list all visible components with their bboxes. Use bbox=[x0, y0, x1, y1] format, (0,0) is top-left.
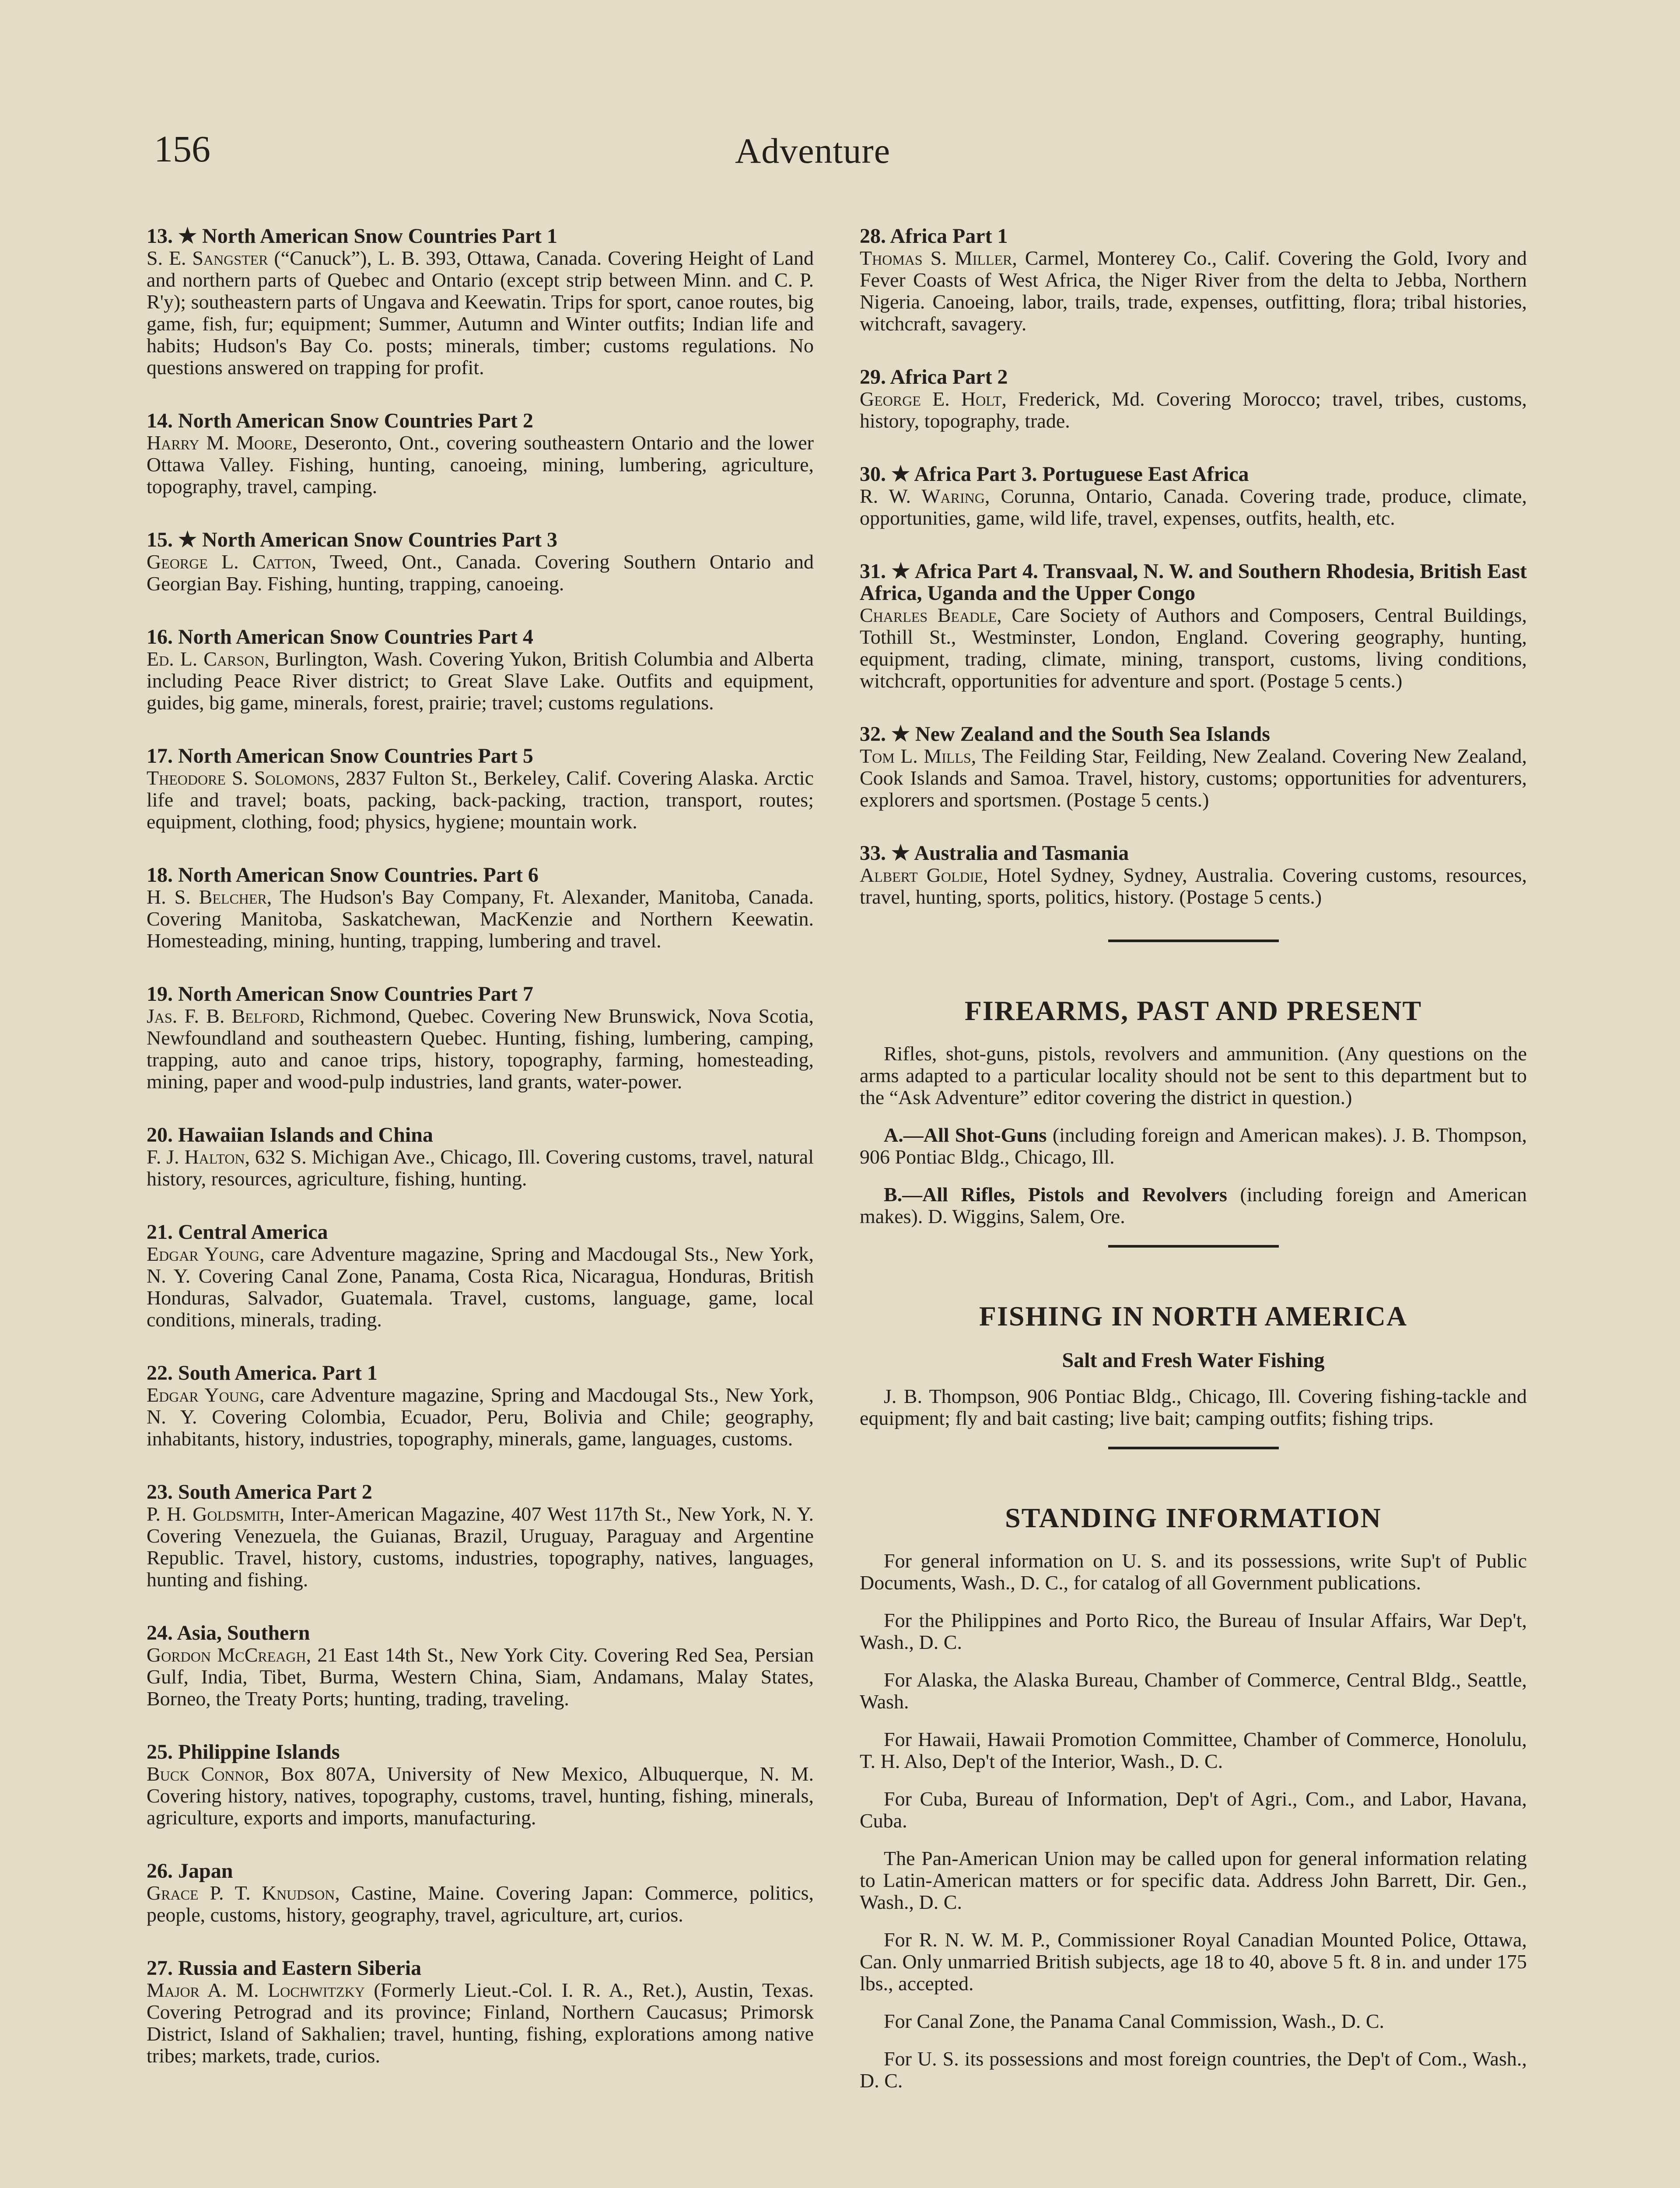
entry-body: , care Adventure magazine, Spring and Macdougal Sts., New York, N. Y. Covering Canal Zone, Panama, Costa Rica, Nicaragua, Honduras, British Honduras, Salvador, Guatemala. Travel, customs, language, game, local conditions, minerals, trading. bbox=[147, 1243, 814, 1331]
entry-title: 16. North American Snow Countries Part 4 bbox=[147, 625, 533, 649]
list-item bbox=[147, 864, 814, 952]
entry-name: Tom L. Mills bbox=[860, 745, 971, 767]
firearms-item bbox=[860, 1124, 1527, 1168]
list-item bbox=[147, 1221, 814, 1331]
entry-name: F. J. Halton bbox=[147, 1146, 245, 1168]
section-divider bbox=[1108, 1447, 1279, 1449]
list-item bbox=[147, 1124, 814, 1190]
entry-title: 24. Asia, Southern bbox=[147, 1621, 310, 1645]
list-item bbox=[147, 225, 814, 379]
list-item bbox=[147, 1860, 814, 1926]
standing-paragraph: For Cuba, Bureau of Information, Dep't of Agri., Com., and Labor, Havana, Cuba. bbox=[860, 1788, 1527, 1832]
entry-name: Gordon McCreagh bbox=[147, 1644, 306, 1666]
standing-paragraph: For U. S. its possessions and most foreign countries, the Dep't of Com., Wash., D. C. bbox=[860, 2048, 1527, 2092]
entry-name: R. W. Waring bbox=[860, 485, 985, 507]
entry-title: 29. Africa Part 2 bbox=[860, 365, 1008, 389]
entry-body: , Box 807A, University of New Mexico, Albuquerque, N. M. Covering history, natives, topography, customs, travel, hunting, fishing, minerals, agriculture, exports and imports, manufacturing. bbox=[147, 1763, 814, 1829]
firearms-item-body: (including foreign and American makes). D. Wiggins, Salem, Ore. bbox=[860, 1183, 1527, 1227]
list-item bbox=[147, 1481, 814, 1591]
firearms-item-title: A.—All Shot-Guns bbox=[884, 1124, 1047, 1146]
entry-title: 20. Hawaiian Islands and China bbox=[147, 1123, 433, 1147]
entry-title: 23. South America Part 2 bbox=[147, 1480, 372, 1504]
firearms-heading: FIREARMS, PAST AND PRESENT bbox=[964, 995, 1422, 1026]
list-item bbox=[147, 1741, 814, 1829]
entry-title: 25. Philippine Islands bbox=[147, 1740, 340, 1764]
entry-body: , 21 East 14th St., New York City. Covering Red Sea, Persian Gulf, India, Tibet, Burma, Western China, Siam, Andamans, Malay States, Borneo, the Treaty Ports; hunting, trading, traveling. bbox=[147, 1644, 814, 1710]
entry-name: Edgar Young bbox=[147, 1243, 260, 1265]
entry-body: , Richmond, Quebec. Covering New Brunswick, Nova Scotia, Newfoundland and southeastern Quebec. Hunting, fishing, lumbering, camping, trapping, auto and canoe trips, history, topography, farming, homesteading, mining, paper and wood-pulp industries, land grants, water-power. bbox=[147, 1005, 814, 1093]
firearms-intro: Rifles, shot-guns, pistols, revolvers and ammunition. (Any questions on the arms adapted to a particular locality should not be sent to this department but to the “Ask Adventure” editor covering the district in question.) bbox=[860, 1042, 1527, 1108]
entry-body: , 632 S. Michigan Ave., Chicago, Ill. Covering customs, travel, natural history, resources, agriculture, fishing, hunting. bbox=[147, 1146, 814, 1190]
entry-title: 15. ★ North American Snow Countries Part 3 bbox=[147, 528, 557, 551]
entry-name: Jas. F. B. Belford bbox=[147, 1005, 300, 1027]
entry-title: 33. ★ Australia and Tasmania bbox=[860, 842, 1129, 865]
firearms-item-title: B.—All Rifles, Pistols and Revolvers bbox=[884, 1183, 1227, 1206]
entry-body: , The Feilding Star, Feilding, New Zealand. Covering New Zealand, Cook Islands and Samoa. Travel, history, customs; opportunities for adventurers, explorers and sportsmen. (Postage 5 cents.) bbox=[860, 745, 1527, 811]
entry-name: Buck Connor bbox=[147, 1763, 264, 1785]
entry-body: , Corunna, Ontario, Canada. Covering trade, produce, climate, opportunities, game, wild life, travel, expenses, outfits, health, etc. bbox=[860, 485, 1527, 529]
entry-body: (Formerly Lieut.-Col. I. R. A., Ret.), Austin, Texas. Covering Petrograd and its province; Finland, Northern Caucasus; Primorsk District, Island of Sakhalien; travel, hunting, fishing, explorations among native tribes; markets, trade, curios. bbox=[147, 1979, 814, 2067]
fishing-subheading: Salt and Fresh Water Fishing bbox=[1062, 1349, 1325, 1372]
entry-name: Edgar Young bbox=[147, 1384, 260, 1406]
entry-name: P. H. Goldsmith bbox=[147, 1503, 280, 1525]
entry-title: 32. ★ New Zealand and the South Sea Islands bbox=[860, 722, 1270, 746]
standing-heading: STANDING INFORMATION bbox=[1005, 1502, 1382, 1533]
entry-name: George E. Holt bbox=[860, 388, 1002, 410]
list-item bbox=[860, 366, 1527, 432]
entry-body: , Care Society of Authors and Composers, Central Buildings, Tothill St., Westminster, London, England. Covering geography, hunting, equipment, trading, climate, mining, transport, customs, living conditions, witchcraft, opportunities for adventure and sport. (Postage 5 cents.) bbox=[860, 604, 1527, 692]
entry-title: 22. South America. Part 1 bbox=[147, 1361, 378, 1385]
standing-paragraph: The Pan-American Union may be called upon for general information relating to Latin-American matters or for specific data. Address John Barrett, Dir. Gen., Wash., D. C. bbox=[860, 1847, 1527, 1913]
list-item bbox=[147, 1362, 814, 1450]
list-item bbox=[860, 723, 1527, 811]
running-head: Adventure bbox=[735, 131, 891, 171]
right-column bbox=[860, 225, 1527, 2107]
entry-name: Grace P. T. Knudson bbox=[147, 1882, 335, 1904]
standing-paragraph: For the Philippines and Porto Rico, the Bureau of Insular Affairs, War Dep't, Wash., D. C. bbox=[860, 1609, 1527, 1653]
standing-paragraph: For R. N. W. M. P., Commissioner Royal Canadian Mounted Police, Ottawa, Can. Only unmarried British subjects, age 18 to 40, above 5 ft. 8 in. and under 175 lbs., accepted. bbox=[860, 1929, 1527, 1995]
entry-body: , Tweed, Ont., Canada. Covering Southern Ontario and Georgian Bay. Fishing, hunting, trapping, canoeing. bbox=[147, 551, 814, 595]
entry-name: Major A. M. Lochwitzky bbox=[147, 1979, 365, 2001]
entry-title: 13. ★ North American Snow Countries Part 1 bbox=[147, 224, 557, 248]
fishing-heading: FISHING IN NORTH AMERICA bbox=[979, 1301, 1408, 1332]
fishing-body: J. B. Thompson, 906 Pontiac Bldg., Chicago, Ill. Covering fishing-tackle and equipment; fly and bait casting; live bait; camping outfits; fishing trips. bbox=[860, 1385, 1527, 1429]
entry-title: 26. Japan bbox=[147, 1859, 233, 1883]
entry-name: Theodore S. Solomons bbox=[147, 767, 335, 789]
entry-name: Charles Beadle bbox=[860, 604, 997, 626]
entry-body: , care Adventure magazine, Spring and Macdougal Sts., New York, N. Y. Covering Colombia, Ecuador, Peru, Bolivia and Chile; geography, inhabitants, history, industries, topography, minerals, game, languages, customs. bbox=[147, 1384, 814, 1450]
entry-name: Albert Goldie bbox=[860, 864, 983, 886]
firearms-item bbox=[860, 1184, 1527, 1227]
list-item bbox=[147, 983, 814, 1093]
entry-body: , Carmel, Monterey Co., Calif. Covering the Gold, Ivory and Fever Coasts of West Africa, the Niger River from the delta to Jebba, Northern Nigeria. Canoeing, labor, trails, trade, expenses, outfitting, flora; tribal histories, witchcraft, savagery. bbox=[860, 247, 1527, 335]
list-item bbox=[147, 410, 814, 498]
entry-title: 31. ★ Africa Part 4. Transvaal, N. W. and Southern Rhodesia, British East Africa, Uganda and the Upper Congo bbox=[860, 560, 1527, 605]
entry-body: , Frederick, Md. Covering Morocco; travel, tribes, customs, history, topography, trade. bbox=[860, 388, 1527, 432]
list-item bbox=[147, 1622, 814, 1710]
section-divider bbox=[1108, 1245, 1279, 1248]
entry-body: , Castine, Maine. Covering Japan: Commerce, politics, people, customs, history, geography, travel, agriculture, art, curios. bbox=[147, 1882, 814, 1926]
entry-title: 28. Africa Part 1 bbox=[860, 224, 1008, 248]
standing-paragraph: For general information on U. S. and its possessions, write Sup't of Public Documents, Wash., D. C., for catalog of all Government publications. bbox=[860, 1550, 1527, 1594]
list-item bbox=[147, 529, 814, 595]
entry-name: Ed. L. Carson bbox=[147, 648, 265, 670]
entry-title: 18. North American Snow Countries. Part 6 bbox=[147, 863, 539, 887]
section-divider bbox=[1108, 940, 1279, 942]
firearms-item-body: (including foreign and American makes). J. B. Thompson, 906 Pontiac Bldg., Chicago, Ill. bbox=[860, 1124, 1527, 1168]
page-number: 156 bbox=[154, 128, 210, 170]
entry-name: Harry M. Moore bbox=[147, 431, 293, 454]
entry-title: 14. North American Snow Countries Part 2 bbox=[147, 409, 533, 432]
list-item bbox=[147, 745, 814, 833]
standing-paragraph: For Alaska, the Alaska Bureau, Chamber of Commerce, Central Bldg., Seattle, Wash. bbox=[860, 1669, 1527, 1713]
entry-body: , Inter-American Magazine, 407 West 117th St., New York, N. Y. Covering Venezuela, the Guianas, Brazil, Uruguay, Paraguay and Argentine Republic. Travel, history, customs, industries, topography, natives, languages, hunting and fishing. bbox=[147, 1503, 814, 1591]
entry-name: George L. Catton bbox=[147, 551, 312, 573]
left-column bbox=[147, 225, 814, 2098]
entry-title: 30. ★ Africa Part 3. Portuguese East Africa bbox=[860, 463, 1249, 486]
list-item bbox=[860, 561, 1527, 692]
entry-body: , 2837 Fulton St., Berkeley, Calif. Covering Alaska. Arctic life and travel; boats, packing, back-packing, traction, transport, routes; equipment, clothing, food; physics, hygiene; mountain work. bbox=[147, 767, 814, 833]
standing-paragraph: For Hawaii, Hawaii Promotion Committee, Chamber of Commerce, Honolulu, T. H. Also, Dep't of the Interior, Wash., D. C. bbox=[860, 1728, 1527, 1772]
entry-name: H. S. Belcher bbox=[147, 886, 267, 908]
entry-body: (“Canuck”), L. B. 393, Ottawa, Canada. Covering Height of Land and northern parts of Quebec and Ontario (except strip between Minn. and C. P. R'y); southeastern parts of Ungava and Keewatin. Trips for sport, canoe routes, big game, fish, fur; equipment; Summer, Autumn and Winter outfits; Indian life and habits; Hudson's Bay Co. posts; minerals, timber; customs regulations. No questions answered on trapping for profit. bbox=[147, 247, 814, 379]
standing-paragraph: For Canal Zone, the Panama Canal Commission, Wash., D. C. bbox=[884, 2010, 1385, 2032]
entry-title: 21. Central America bbox=[147, 1220, 328, 1244]
entry-body: , The Hudson's Bay Company, Ft. Alexander, Manitoba, Canada. Covering Manitoba, Saskatchewan, MacKenzie and Northern Keewatin. Homesteading, mining, hunting, trapping, lumbering and travel. bbox=[147, 886, 814, 952]
entry-body: , Hotel Sydney, Sydney, Australia. Covering customs, resources, travel, hunting, sports, politics, history. (Postage 5 cents.) bbox=[860, 864, 1527, 908]
entry-title: 17. North American Snow Countries Part 5 bbox=[147, 744, 533, 768]
list-item bbox=[860, 842, 1527, 908]
list-item bbox=[147, 626, 814, 714]
list-item bbox=[860, 225, 1527, 335]
list-item bbox=[147, 1957, 814, 2067]
entry-body: , Deseronto, Ont., covering southeastern Ontario and the lower Ottawa Valley. Fishing, hunting, canoeing, mining, lumbering, agriculture, topography, travel, camping. bbox=[147, 431, 814, 498]
list-item bbox=[860, 463, 1527, 529]
entry-name: S. E. Sangster bbox=[147, 247, 268, 269]
entry-title: 27. Russia and Eastern Siberia bbox=[147, 1957, 422, 1980]
entry-body: , Burlington, Wash. Covering Yukon, British Columbia and Alberta including Peace River district; to Great Slave Lake. Outfits and equipment, guides, big game, minerals, forest, prairie; travel; customs regulations. bbox=[147, 648, 814, 714]
entry-name: Thomas S. Miller bbox=[860, 247, 1012, 269]
entry-title: 19. North American Snow Countries Part 7 bbox=[147, 982, 533, 1006]
